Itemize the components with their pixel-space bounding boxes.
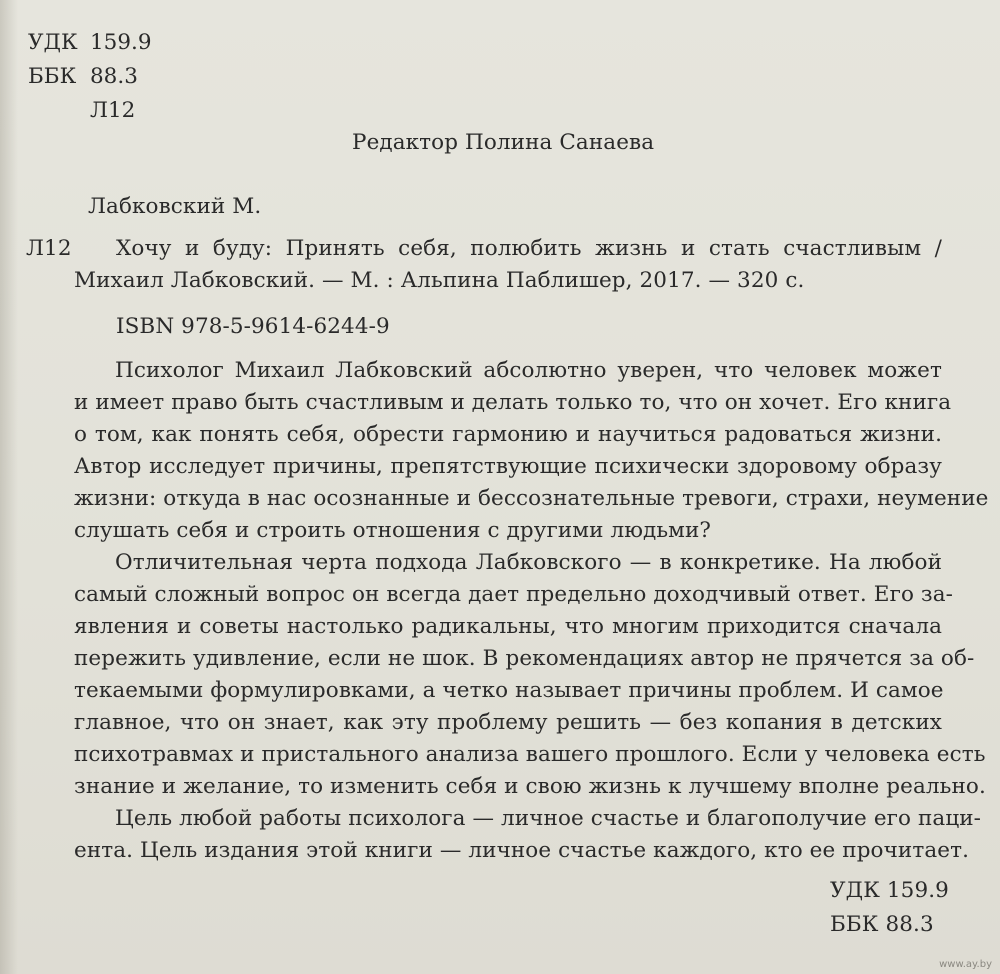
paragraph-line: знание и желание, то изменить себя и свою жизнь к лучшему вполне реально. [74,774,986,799]
page-edge-shadow [0,0,18,974]
udk-value: 159.9 [90,30,152,55]
site-watermark: www.ay.by [939,959,992,970]
bbk-label: ББК [28,64,77,89]
biblio-title-line: Хочу и буду: Принять себя, полюбить жизнь и стать счастливым / [116,236,942,261]
footer-udk-code: УДК 159.9 [830,878,949,903]
paragraph-line: явления и советы настолько радикальны, что многим приходится сначала [74,614,942,639]
paragraph-line: психотравмах и пристального анализа вашего прошлого. Если у человека есть [74,742,986,767]
paragraph-line: о том, как понять себя, обрести гармонию и научиться радоваться жизни. [74,422,942,447]
udk-code-row [28,30,152,55]
bbk-code-row [28,64,138,89]
editor-line: Редактор Полина Санаева [352,130,655,155]
footer-bbk-code: ББК 88.3 [830,912,934,937]
paragraph-line: Цель любой работы психолога — личное счастье и благополучие его паци- [115,806,982,831]
bbk-value: 88.3 [90,64,138,89]
paragraph-line: жизни: откуда в нас осознанные и бессознательные тревоги, страхи, неумение [74,486,989,511]
paragraph-line: пережить удивление, если не шок. В рекомендациях автор не прячется за об- [74,646,975,671]
biblio-author-mark: Л12 [26,236,72,261]
author-name: Лабковский М. [88,194,262,219]
paragraph-line: Автор исследует причины, препятствующие психически здоровому образу [74,454,942,479]
paragraph-line: главное, что он знает, как эту проблему решить — без копания в детских [74,710,942,735]
paragraph-line: слушать себя и строить отношения с другими людьми? [74,518,712,543]
paragraph-line: Психолог Михаил Лабковский абсолютно уверен, что человек может [115,358,942,383]
udk-label: УДК [28,30,78,55]
paragraph-line: текаемыми формулировками, а четко называет причины проблем. И самое [74,678,944,703]
paragraph-line: ента. Цель издания этой книги — личное счастье каждого, кто ее прочитает. [74,838,970,863]
author-mark: Л12 [90,98,136,123]
paragraph-line: и имеет право быть счастливым и делать только то, что он хочет. Его книга [74,390,952,415]
paragraph-line: самый сложный вопрос он всегда дает предельно доходчивый ответ. Его за- [74,582,954,607]
paragraph-line: Отличительная черта подхода Лабковского — в конкретике. На любой [115,550,942,575]
biblio-publisher-line: Михаил Лабковский. — М. : Альпина Паблишер, 2017. — 320 с. [74,268,805,293]
isbn: ISBN 978-5-9614-6244-9 [116,314,390,339]
